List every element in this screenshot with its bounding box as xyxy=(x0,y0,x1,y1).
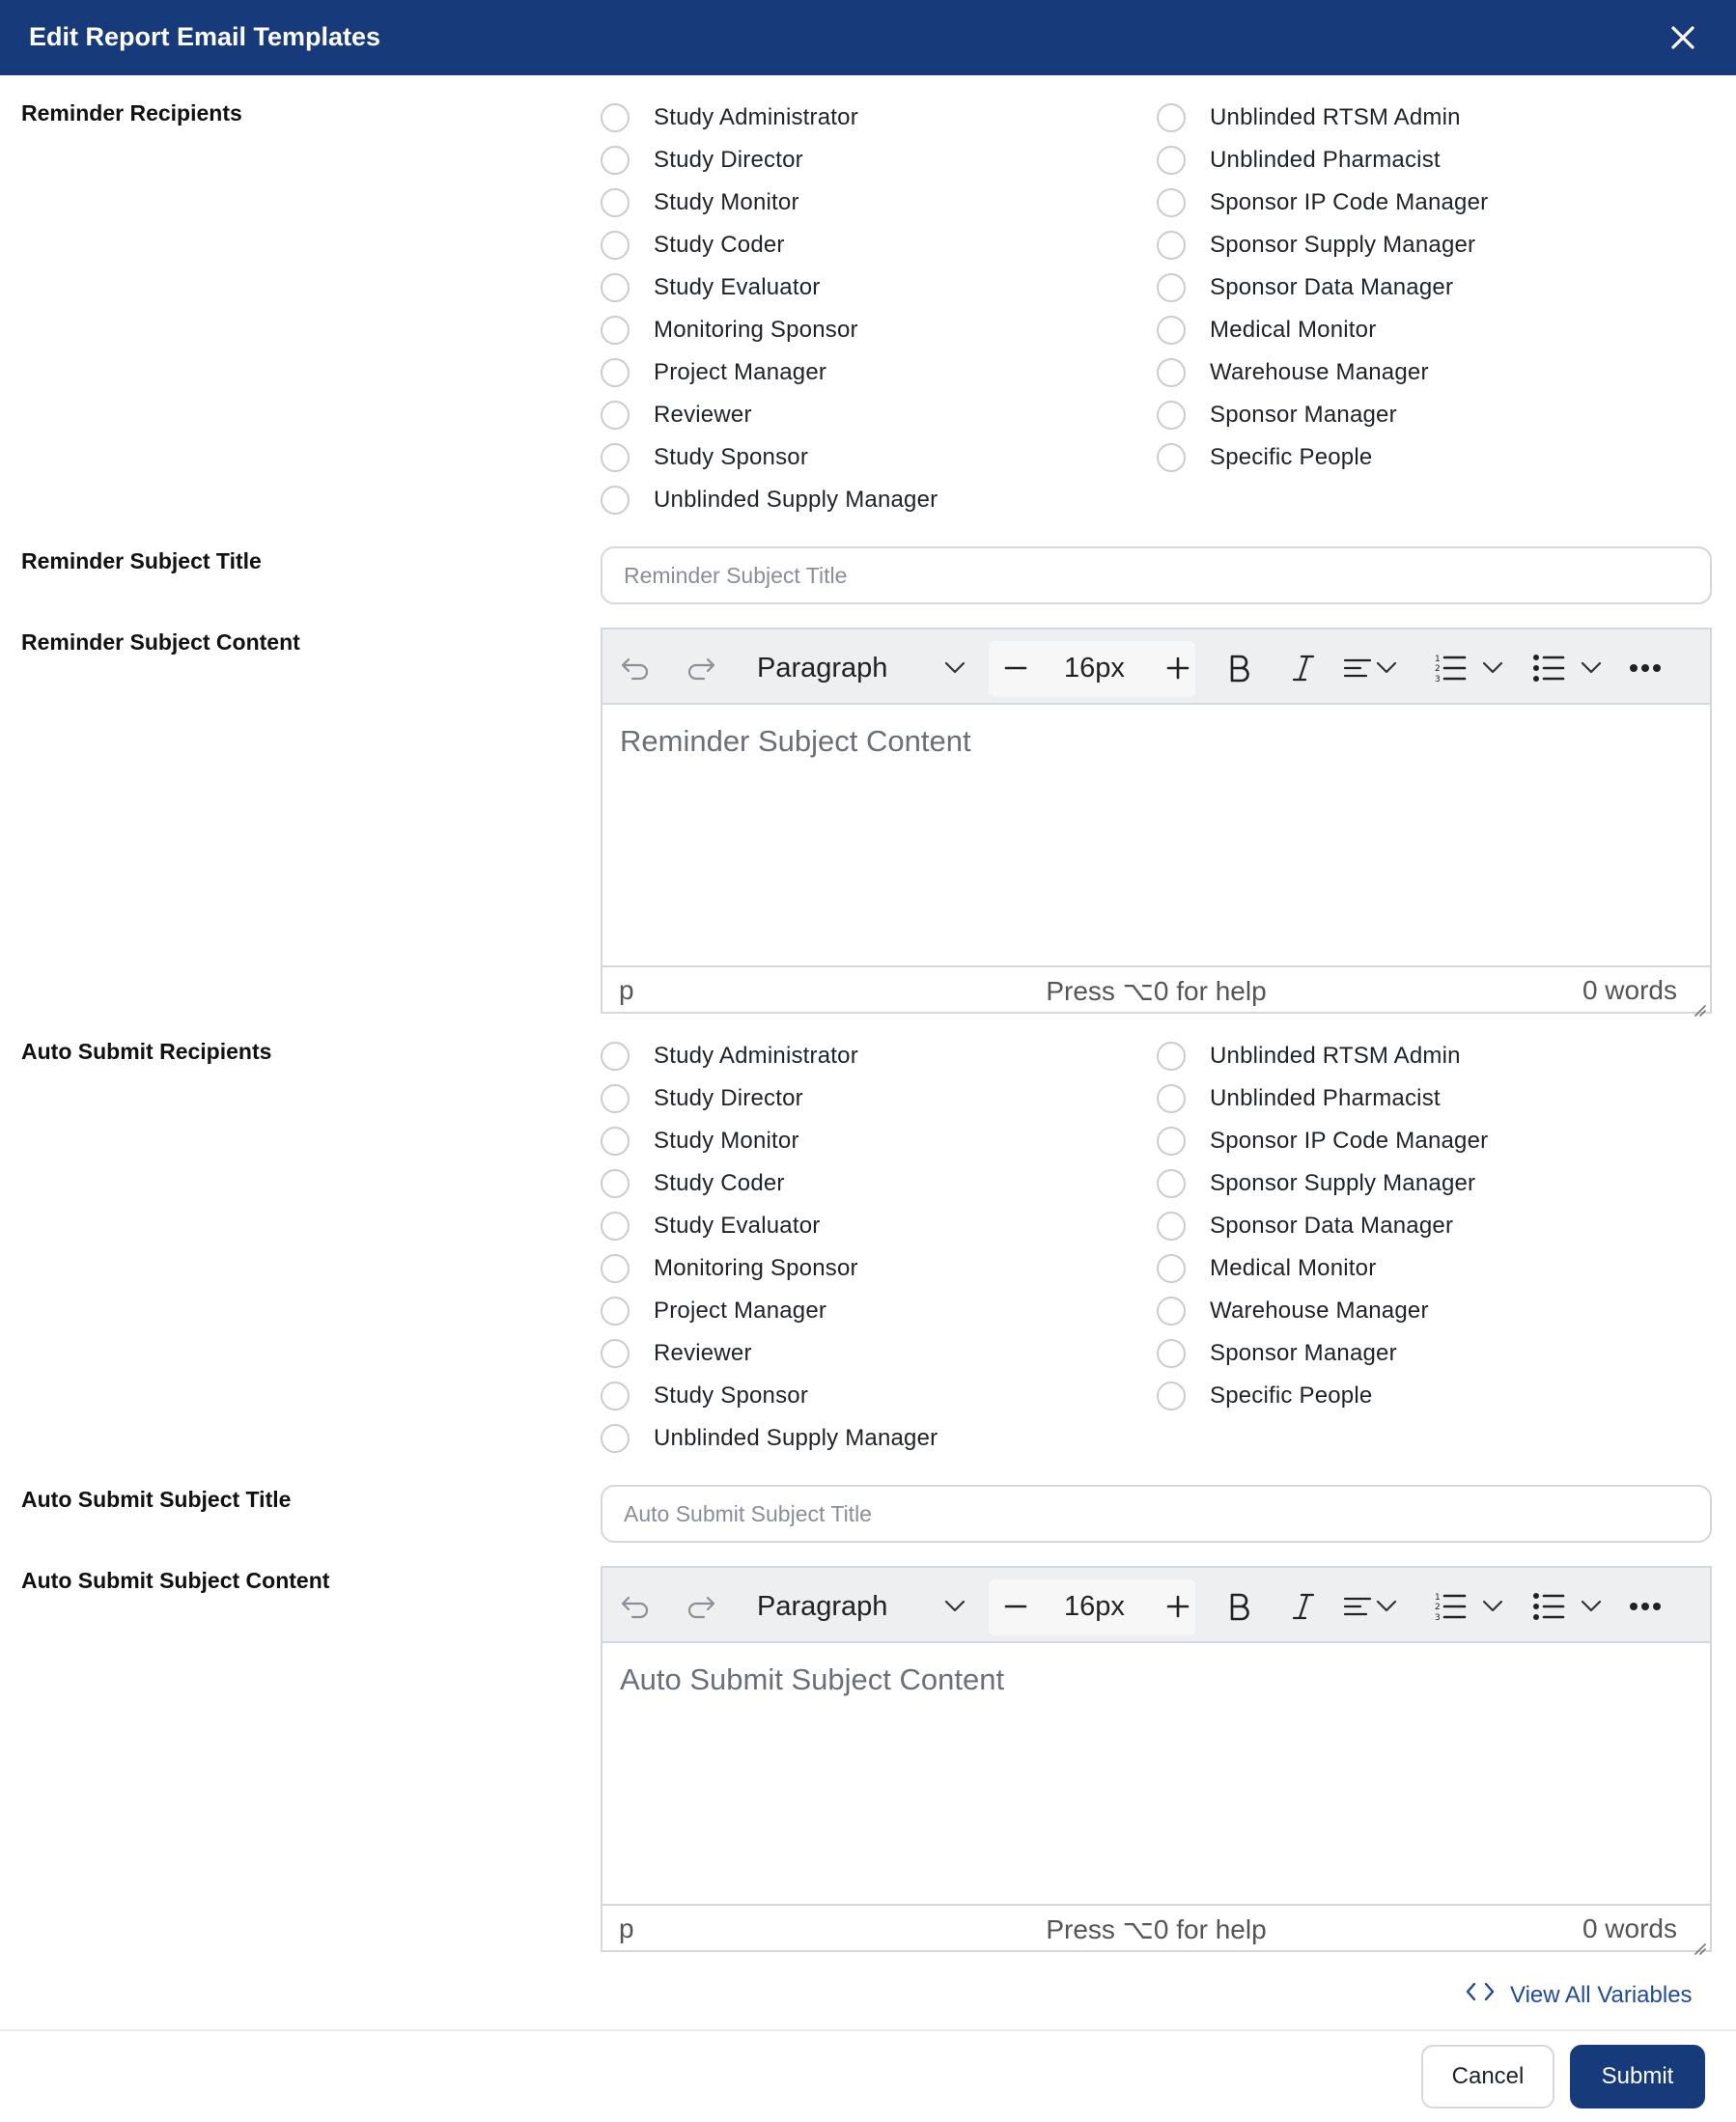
editor-toolbar xyxy=(602,629,1710,705)
recipient-checkbox[interactable] xyxy=(601,1294,826,1328)
checkbox-circle[interactable] xyxy=(601,1297,630,1326)
reminder-recipients-label: Reminder Recipients xyxy=(21,100,242,126)
checkbox-circle[interactable] xyxy=(601,486,630,515)
recipient-checkbox[interactable] xyxy=(601,1421,938,1456)
recipient-checkbox[interactable] xyxy=(601,483,938,517)
recipient-checkbox[interactable] xyxy=(601,1336,752,1371)
checkbox-circle[interactable] xyxy=(601,1424,630,1453)
recipient-label: Study Evaluator xyxy=(654,274,821,300)
recipient-checkbox[interactable] xyxy=(1157,1039,1461,1074)
recipient-label: Sponsor Manager xyxy=(1210,402,1397,428)
checkbox-circle[interactable] xyxy=(601,1127,630,1156)
editor-placeholder: Reminder Subject Content xyxy=(620,724,971,758)
checkbox-circle[interactable] xyxy=(1157,316,1186,345)
recipient-label: Sponsor IP Code Manager xyxy=(1210,189,1489,215)
code-icon xyxy=(1466,1981,1495,2009)
checkbox-circle[interactable] xyxy=(1157,146,1186,175)
chevron-down-icon xyxy=(1376,1600,1397,1613)
recipient-label: Sponsor Data Manager xyxy=(1210,1213,1454,1239)
recipient-label: Study Administrator xyxy=(654,1043,858,1069)
recipient-label: Unblinded Pharmacist xyxy=(1210,147,1441,173)
recipient-checkbox[interactable] xyxy=(1157,228,1475,263)
view-all-variables-link[interactable] xyxy=(1466,1981,1693,2009)
footer-divider xyxy=(0,2029,1736,2031)
recipient-checkbox[interactable] xyxy=(1157,1209,1453,1243)
view-all-variables-label: View All Variables xyxy=(1510,1981,1693,2008)
chevron-down-icon[interactable] xyxy=(1572,649,1610,687)
chevron-down-icon xyxy=(944,1600,966,1613)
svg-text:3: 3 xyxy=(1435,1613,1441,1623)
editor-content-area[interactable] xyxy=(602,1643,1710,1904)
checkbox-circle[interactable] xyxy=(601,1382,630,1410)
checkbox-circle[interactable] xyxy=(1157,1084,1186,1113)
redo-icon[interactable] xyxy=(680,649,722,687)
recipient-label: Sponsor Manager xyxy=(1210,1340,1397,1366)
checkbox-circle[interactable] xyxy=(601,103,630,132)
recipient-checkbox[interactable] xyxy=(1157,1081,1441,1116)
reminder-subject-title-input[interactable] xyxy=(601,546,1712,604)
checkbox-circle[interactable] xyxy=(601,1212,630,1241)
reminder-subject-content-label: Reminder Subject Content xyxy=(21,629,300,655)
recipient-label: Reviewer xyxy=(654,402,752,428)
plus-icon[interactable] xyxy=(1159,1587,1197,1626)
help-hint: Press ⌥0 for help xyxy=(1046,1914,1267,1944)
recipient-checkbox[interactable] xyxy=(1157,313,1376,348)
editor-toolbar xyxy=(602,1568,1710,1643)
bold-icon[interactable] xyxy=(1218,647,1261,689)
recipient-label: Study Director xyxy=(654,1085,803,1111)
recipient-checkbox[interactable] xyxy=(1157,185,1488,220)
checkbox-circle[interactable] xyxy=(601,443,630,472)
recipient-checkbox[interactable] xyxy=(1157,440,1372,475)
svg-text:2: 2 xyxy=(1435,664,1441,674)
svg-text:1: 1 xyxy=(1435,655,1441,664)
recipient-label: Monitoring Sponsor xyxy=(654,317,858,343)
redo-icon[interactable] xyxy=(680,1587,722,1626)
checkbox-circle[interactable] xyxy=(601,316,630,345)
recipient-checkbox[interactable] xyxy=(1157,1379,1372,1413)
recipient-label: Project Manager xyxy=(654,359,827,385)
recipient-label: Study Sponsor xyxy=(654,1382,809,1409)
recipient-label: Unblinded RTSM Admin xyxy=(1210,104,1461,130)
recipient-checkbox[interactable] xyxy=(601,355,826,390)
reminder-subject-title-label: Reminder Subject Title xyxy=(21,548,262,573)
auto-submit-subject-content-label: Auto Submit Subject Content xyxy=(21,1568,330,1593)
recipient-label: Medical Monitor xyxy=(1210,317,1377,343)
checkbox-circle[interactable] xyxy=(1157,443,1186,472)
svg-text:1: 1 xyxy=(1435,1593,1441,1603)
recipient-checkbox[interactable] xyxy=(601,1251,858,1286)
bullet-list-icon[interactable] xyxy=(1527,645,1570,691)
close-icon[interactable] xyxy=(1666,21,1699,54)
auto-submit-recipients-label: Auto Submit Recipients xyxy=(21,1039,272,1064)
checkbox-circle[interactable] xyxy=(1157,1042,1186,1071)
recipient-label: Unblinded Supply Manager xyxy=(654,1425,938,1451)
recipient-label: Sponsor Supply Manager xyxy=(1210,1170,1476,1196)
block-format-dropdown[interactable] xyxy=(743,645,975,691)
recipient-label: Study Sponsor xyxy=(654,444,809,470)
checkbox-circle[interactable] xyxy=(1157,358,1186,387)
chevron-down-icon xyxy=(1376,661,1397,675)
modal-title: Edit Report Email Templates xyxy=(29,22,381,51)
font-size-value[interactable]: 16px xyxy=(1064,653,1125,684)
auto-submit-subject-title-input[interactable] xyxy=(601,1485,1712,1543)
checkbox-circle[interactable] xyxy=(1157,188,1186,217)
recipient-checkbox[interactable] xyxy=(1157,143,1441,178)
submit-button[interactable]: Submit xyxy=(1570,2045,1705,2108)
editor-statusbar xyxy=(602,965,1710,1012)
element-path[interactable]: p xyxy=(619,1913,634,1943)
recipient-label: Study Coder xyxy=(654,1170,785,1196)
recipient-checkbox[interactable] xyxy=(601,228,785,263)
resize-grip-icon[interactable] xyxy=(1691,1931,1706,1946)
block-format-label: Paragraph xyxy=(757,1591,888,1622)
chevron-down-icon[interactable] xyxy=(1473,1587,1512,1626)
recipient-label: Medical Monitor xyxy=(1210,1255,1377,1281)
checkbox-circle[interactable] xyxy=(601,1084,630,1113)
recipient-label: Sponsor Supply Manager xyxy=(1210,232,1476,258)
checkbox-circle[interactable] xyxy=(601,273,630,302)
word-count[interactable]: 0 words xyxy=(1582,1913,1677,1943)
italic-icon[interactable] xyxy=(1282,647,1325,689)
recipient-checkbox[interactable] xyxy=(601,398,752,433)
checkbox-circle[interactable] xyxy=(601,1254,630,1283)
checkbox-circle[interactable] xyxy=(1157,1254,1186,1283)
bold-icon[interactable] xyxy=(1218,1585,1261,1628)
recipient-checkbox[interactable] xyxy=(601,1379,808,1413)
minus-icon[interactable] xyxy=(996,1587,1035,1626)
modal-header xyxy=(0,0,1736,75)
undo-icon[interactable] xyxy=(614,649,657,687)
recipient-checkbox[interactable] xyxy=(1157,270,1453,305)
recipient-label: Sponsor Data Manager xyxy=(1210,274,1454,300)
align-left-icon[interactable] xyxy=(1336,647,1404,689)
recipient-label: Sponsor IP Code Manager xyxy=(1210,1128,1489,1154)
recipient-checkbox[interactable] xyxy=(1157,1294,1429,1328)
recipient-checkbox[interactable] xyxy=(601,313,858,348)
recipient-checkbox[interactable] xyxy=(1157,1336,1397,1371)
checkbox-circle[interactable] xyxy=(1157,1297,1186,1326)
checkbox-circle[interactable] xyxy=(1157,231,1186,260)
recipient-checkbox[interactable] xyxy=(601,185,799,220)
svg-text:3: 3 xyxy=(1435,675,1441,684)
checkbox-circle[interactable] xyxy=(1157,273,1186,302)
recipient-label: Unblinded Pharmacist xyxy=(1210,1085,1441,1111)
cancel-button[interactable]: Cancel xyxy=(1421,2045,1554,2108)
recipient-label: Specific People xyxy=(1210,1382,1373,1409)
auto-submit-subject-title-label: Auto Submit Subject Title xyxy=(21,1487,292,1512)
recipient-checkbox[interactable] xyxy=(601,143,803,178)
numbered-list-icon[interactable] xyxy=(1429,1583,1471,1630)
checkbox-circle[interactable] xyxy=(1157,1339,1186,1368)
reminder-rich-text-editor xyxy=(601,628,1712,1014)
checkbox-circle[interactable] xyxy=(1157,1212,1186,1241)
checkbox-circle[interactable] xyxy=(1157,401,1186,430)
checkbox-circle[interactable] xyxy=(1157,1169,1186,1198)
recipient-label: Project Manager xyxy=(654,1298,827,1324)
recipient-checkbox[interactable] xyxy=(601,100,858,135)
checkbox-circle[interactable] xyxy=(1157,1382,1186,1410)
svg-text:2: 2 xyxy=(1435,1603,1441,1612)
recipient-label: Unblinded RTSM Admin xyxy=(1210,1043,1461,1069)
recipient-checkbox[interactable] xyxy=(1157,398,1397,433)
recipient-checkbox[interactable] xyxy=(601,270,820,305)
italic-icon[interactable] xyxy=(1282,1585,1325,1628)
recipient-checkbox[interactable] xyxy=(1157,1124,1488,1159)
more-icon[interactable] xyxy=(1624,1587,1666,1626)
recipient-label: Study Director xyxy=(654,147,803,173)
recipient-checkbox[interactable] xyxy=(601,440,808,475)
recipient-checkbox[interactable] xyxy=(1157,100,1461,135)
chevron-down-icon[interactable] xyxy=(1473,649,1512,687)
element-path[interactable]: p xyxy=(619,975,634,1005)
recipient-checkbox[interactable] xyxy=(1157,1251,1376,1286)
resize-grip-icon[interactable] xyxy=(1691,992,1706,1008)
recipient-label: Monitoring Sponsor xyxy=(654,1255,858,1281)
recipient-label: Study Coder xyxy=(654,232,785,258)
recipient-label: Study Administrator xyxy=(654,104,858,130)
checkbox-circle[interactable] xyxy=(601,401,630,430)
recipient-checkbox[interactable] xyxy=(601,1166,785,1201)
recipient-label: Study Monitor xyxy=(654,189,799,215)
recipient-checkbox[interactable] xyxy=(1157,355,1429,390)
checkbox-circle[interactable] xyxy=(1157,1127,1186,1156)
recipient-checkbox[interactable] xyxy=(1157,1166,1475,1201)
chevron-down-icon xyxy=(944,661,966,675)
block-format-label: Paragraph xyxy=(757,653,888,684)
plus-icon[interactable] xyxy=(1159,649,1197,687)
more-icon[interactable] xyxy=(1624,649,1666,687)
checkbox-circle[interactable] xyxy=(601,358,630,387)
recipient-label: Warehouse Manager xyxy=(1210,1298,1429,1324)
recipient-label: Study Monitor xyxy=(654,1128,799,1154)
block-format-dropdown[interactable] xyxy=(743,1583,975,1630)
recipient-checkbox[interactable] xyxy=(601,1081,803,1116)
recipient-checkbox[interactable] xyxy=(601,1039,858,1074)
checkbox-circle[interactable] xyxy=(601,231,630,260)
recipient-checkbox[interactable] xyxy=(601,1209,820,1243)
auto-submit-rich-text-editor xyxy=(601,1566,1712,1952)
editor-placeholder: Auto Submit Subject Content xyxy=(620,1662,1005,1696)
recipient-label: Specific People xyxy=(1210,444,1373,470)
checkbox-circle[interactable] xyxy=(601,1339,630,1368)
numbered-list-icon[interactable] xyxy=(1429,645,1471,691)
recipient-label: Warehouse Manager xyxy=(1210,359,1429,385)
checkbox-circle[interactable] xyxy=(601,1042,630,1071)
minus-icon[interactable] xyxy=(996,649,1035,687)
bullet-list-icon[interactable] xyxy=(1527,1583,1570,1630)
checkbox-circle[interactable] xyxy=(601,188,630,217)
word-count[interactable]: 0 words xyxy=(1582,975,1677,1005)
recipient-label: Reviewer xyxy=(654,1340,752,1366)
recipient-label: Unblinded Supply Manager xyxy=(654,487,938,513)
align-left-icon[interactable] xyxy=(1336,1585,1404,1628)
checkbox-circle[interactable] xyxy=(601,146,630,175)
recipient-label: Study Evaluator xyxy=(654,1213,821,1239)
editor-statusbar xyxy=(602,1904,1710,1950)
recipient-checkbox[interactable] xyxy=(601,1124,799,1159)
help-hint: Press ⌥0 for help xyxy=(1046,976,1267,1006)
font-size-value[interactable]: 16px xyxy=(1064,1591,1125,1622)
undo-icon[interactable] xyxy=(614,1587,657,1626)
chevron-down-icon[interactable] xyxy=(1572,1587,1610,1626)
checkbox-circle[interactable] xyxy=(1157,103,1186,132)
editor-content-area[interactable] xyxy=(602,705,1710,965)
checkbox-circle[interactable] xyxy=(601,1169,630,1198)
